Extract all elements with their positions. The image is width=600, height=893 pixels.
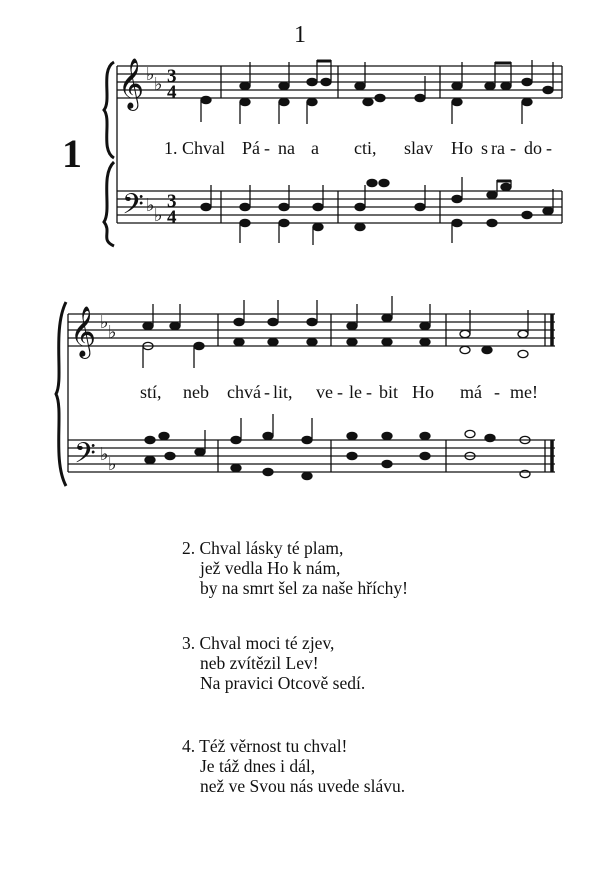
stanza-4 [182, 736, 405, 796]
lyric-syllable: 1. Chval [164, 138, 225, 158]
svg-text:♭: ♭ [154, 205, 163, 226]
lyric-syllable: le [349, 382, 362, 402]
svg-text:♭: ♭ [146, 195, 155, 216]
stanza-line: jež vedla Ho k nám, [200, 558, 341, 578]
lyric-syllable: lit, [273, 382, 293, 402]
svg-text:3: 3 [167, 191, 177, 212]
lyric-syllable: Pá [242, 138, 260, 158]
stanza-line: Na pravici Otcově sedí. [200, 673, 366, 693]
lyric-syllable: ra [491, 138, 505, 158]
lyric-syllable: do [524, 138, 542, 158]
system-2-bass-notes [145, 414, 530, 480]
svg-text:♭: ♭ [100, 312, 109, 333]
svg-text:3: 3 [167, 66, 177, 87]
stanza-3 [182, 633, 365, 693]
stanza-line: 3. Chval moci té zjev, [182, 633, 335, 653]
svg-text:♭: ♭ [146, 64, 155, 85]
lyric-syllable: - [494, 382, 500, 402]
system-2-treble-clef-icon: 𝄞 [70, 306, 97, 357]
system-2-bass-clef-icon: 𝄢 [74, 437, 96, 477]
system-1-brace [104, 62, 114, 158]
stanza-line: neb zvítězil Lev! [200, 653, 319, 673]
system-2-bass-staff [68, 440, 555, 472]
svg-text:♭: ♭ [154, 74, 163, 95]
lyric-syllable: Ho [451, 138, 473, 158]
lyric-syllable: má [460, 382, 482, 402]
stanza-line: 4. Též věrnost tu chval! [182, 736, 348, 756]
lyric-syllable: - [510, 138, 516, 158]
lyric-syllable: - [366, 382, 372, 402]
hymn-number: 1 [62, 131, 82, 176]
stanza-line: by na smrt šel za naše hříchy! [200, 578, 408, 598]
system-1-brace-lower [104, 162, 114, 246]
lyric-syllable: ve [316, 382, 333, 402]
lyric-syllable: stí, [140, 382, 162, 402]
lyric-syllable: neb [183, 382, 209, 402]
system-1-key-signature [146, 64, 163, 226]
stanza-line: než ve Svou nás uvede slávu. [200, 776, 406, 796]
system-2-brace [56, 302, 66, 486]
lyric-syllable: a [311, 138, 319, 158]
lyric-syllable: cti, [354, 138, 377, 158]
system-2-key-signature [100, 312, 117, 475]
stanza-2 [182, 538, 408, 598]
svg-text:4: 4 [167, 82, 177, 103]
svg-text:♭: ♭ [108, 322, 117, 343]
lyric-syllable: na [278, 138, 295, 158]
lyric-syllable: chvá [227, 382, 261, 402]
lyric-syllable: - [546, 138, 552, 158]
system-1-treble-clef-icon: 𝄞 [118, 58, 145, 109]
lyric-syllable: - [264, 382, 270, 402]
stanza-line: 2. Chval lásky té plam, [182, 538, 344, 558]
system-2-treble-notes [143, 296, 528, 368]
page-number: 1 [294, 22, 306, 48]
stanza-line: Je táž dnes i dál, [200, 756, 316, 776]
lyric-syllable: me! [510, 382, 538, 402]
lyric-syllable: Ho [412, 382, 434, 402]
lyric-syllable: - [264, 138, 270, 158]
lyric-syllable: - [337, 382, 343, 402]
svg-text:♭: ♭ [100, 444, 109, 465]
lyric-syllable: bit [379, 382, 399, 402]
lyric-syllable: s [481, 138, 489, 158]
svg-text:♭: ♭ [108, 454, 117, 475]
system-1-bass-clef-icon: 𝄢 [122, 188, 144, 228]
system-1-bass-notes [201, 177, 553, 245]
svg-text:4: 4 [167, 207, 177, 228]
system-1-treble-notes [201, 60, 553, 124]
lyric-syllable: slav [404, 138, 433, 158]
